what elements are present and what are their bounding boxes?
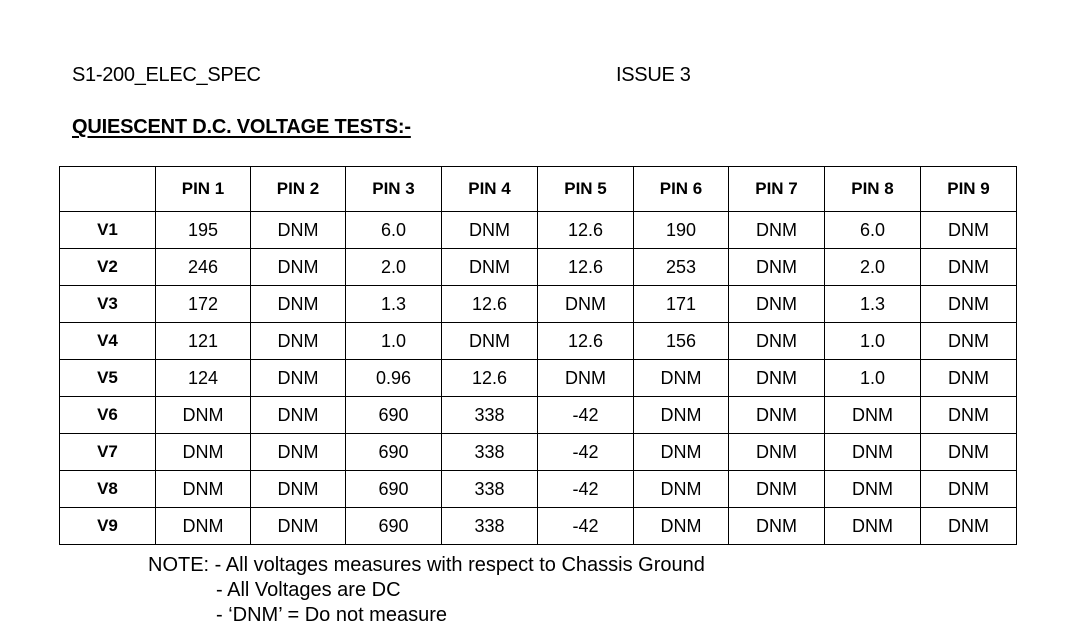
table-cell: 0.96	[346, 360, 442, 397]
table-cell: 156	[634, 323, 729, 360]
table-cell: DNM	[729, 212, 825, 249]
row-label: V3	[60, 286, 156, 323]
table-cell: DNM	[156, 434, 251, 471]
table-cell: 690	[346, 434, 442, 471]
column-header: PIN 1	[156, 167, 251, 212]
table-row	[60, 212, 1017, 249]
table-cell: -42	[538, 508, 634, 545]
table-cell: DNM	[634, 397, 729, 434]
table-cell: 121	[156, 323, 251, 360]
section-title: QUIESCENT D.C. VOLTAGE TESTS:-	[72, 116, 411, 138]
table-cell: -42	[538, 471, 634, 508]
table-cell: DNM	[921, 286, 1017, 323]
note-line-1: NOTE: - All voltages measures with respect to Chassis Ground	[148, 554, 705, 576]
table-row	[60, 360, 1017, 397]
table-cell: 246	[156, 249, 251, 286]
table-cell: DNM	[825, 471, 921, 508]
table-cell: DNM	[156, 471, 251, 508]
table-cell: 2.0	[825, 249, 921, 286]
table-cell: DNM	[921, 360, 1017, 397]
table-cell: 253	[634, 249, 729, 286]
row-label: V2	[60, 249, 156, 286]
table-cell: 12.6	[538, 249, 634, 286]
table-cell: DNM	[921, 471, 1017, 508]
table-cell: 1.0	[825, 323, 921, 360]
table-cell: DNM	[921, 508, 1017, 545]
table-cell: DNM	[825, 434, 921, 471]
table-cell: 2.0	[346, 249, 442, 286]
table-cell: 12.6	[538, 212, 634, 249]
column-header: PIN 8	[825, 167, 921, 212]
table-cell: DNM	[442, 212, 538, 249]
table-cell: DNM	[729, 434, 825, 471]
table-cell: DNM	[251, 212, 346, 249]
table-row	[60, 434, 1017, 471]
table-cell: DNM	[921, 397, 1017, 434]
table-cell: 12.6	[442, 286, 538, 323]
table-cell: DNM	[729, 508, 825, 545]
table-cell: DNM	[251, 397, 346, 434]
table-cell: DNM	[729, 286, 825, 323]
table-cell: DNM	[729, 323, 825, 360]
table-cell: DNM	[634, 508, 729, 545]
table-cell: DNM	[729, 249, 825, 286]
column-header: PIN 4	[442, 167, 538, 212]
table-cell: 190	[634, 212, 729, 249]
row-label: V1	[60, 212, 156, 249]
table-cell: DNM	[921, 249, 1017, 286]
table-row	[60, 471, 1017, 508]
table-cell: DNM	[538, 360, 634, 397]
notes-block	[148, 553, 705, 628]
document-id: S1-200_ELEC_SPEC	[72, 64, 261, 86]
row-label: V4	[60, 323, 156, 360]
table-cell: DNM	[251, 434, 346, 471]
table-cell: DNM	[634, 360, 729, 397]
table-header-row	[60, 167, 1017, 212]
column-header: PIN 3	[346, 167, 442, 212]
table-cell: 690	[346, 508, 442, 545]
column-header: PIN 6	[634, 167, 729, 212]
column-header: PIN 9	[921, 167, 1017, 212]
table-cell: DNM	[156, 508, 251, 545]
table-cell: DNM	[251, 323, 346, 360]
issue-number: ISSUE 3	[616, 64, 691, 86]
table-cell: DNM	[729, 471, 825, 508]
table-cell: DNM	[825, 508, 921, 545]
table-cell: 1.3	[346, 286, 442, 323]
row-label: V5	[60, 360, 156, 397]
table-cell: 12.6	[538, 323, 634, 360]
row-label: V6	[60, 397, 156, 434]
table-cell: DNM	[729, 397, 825, 434]
table-cell: DNM	[251, 471, 346, 508]
table-cell: DNM	[634, 434, 729, 471]
table-cell: 338	[442, 397, 538, 434]
table-cell: DNM	[825, 397, 921, 434]
table-cell: 1.3	[825, 286, 921, 323]
header-corner-cell	[60, 167, 156, 212]
table-cell: DNM	[251, 508, 346, 545]
table-cell: DNM	[921, 212, 1017, 249]
table-row	[60, 323, 1017, 360]
table-cell: -42	[538, 397, 634, 434]
table-cell: DNM	[921, 434, 1017, 471]
table-cell: 338	[442, 434, 538, 471]
note-line-3: - ‘DNM’ = Do not measure	[216, 604, 447, 626]
table-cell: 171	[634, 286, 729, 323]
table-cell: 12.6	[442, 360, 538, 397]
table-cell: 6.0	[825, 212, 921, 249]
table-cell: 338	[442, 508, 538, 545]
table-cell: 172	[156, 286, 251, 323]
table-cell: DNM	[251, 286, 346, 323]
table-row	[60, 397, 1017, 434]
table-row	[60, 286, 1017, 323]
table-body	[60, 212, 1017, 545]
table-cell: DNM	[538, 286, 634, 323]
table-cell: DNM	[251, 249, 346, 286]
column-header: PIN 2	[251, 167, 346, 212]
column-header: PIN 5	[538, 167, 634, 212]
table-cell: 1.0	[346, 323, 442, 360]
row-label: V7	[60, 434, 156, 471]
table-cell: 690	[346, 397, 442, 434]
table-cell: 338	[442, 471, 538, 508]
row-label: V8	[60, 471, 156, 508]
table-cell: DNM	[729, 360, 825, 397]
table-cell: 195	[156, 212, 251, 249]
table-cell: DNM	[634, 471, 729, 508]
table-cell: 1.0	[825, 360, 921, 397]
row-label: V9	[60, 508, 156, 545]
voltage-table	[59, 166, 1017, 545]
column-header: PIN 7	[729, 167, 825, 212]
table-cell: DNM	[156, 397, 251, 434]
table-cell: -42	[538, 434, 634, 471]
table-cell: 6.0	[346, 212, 442, 249]
table-cell: DNM	[442, 249, 538, 286]
table-cell: 124	[156, 360, 251, 397]
note-line-2: - All Voltages are DC	[216, 579, 401, 601]
table-cell: DNM	[921, 323, 1017, 360]
table-row	[60, 508, 1017, 545]
table-cell: DNM	[251, 360, 346, 397]
table-row	[60, 249, 1017, 286]
table-cell: 690	[346, 471, 442, 508]
table-cell: DNM	[442, 323, 538, 360]
